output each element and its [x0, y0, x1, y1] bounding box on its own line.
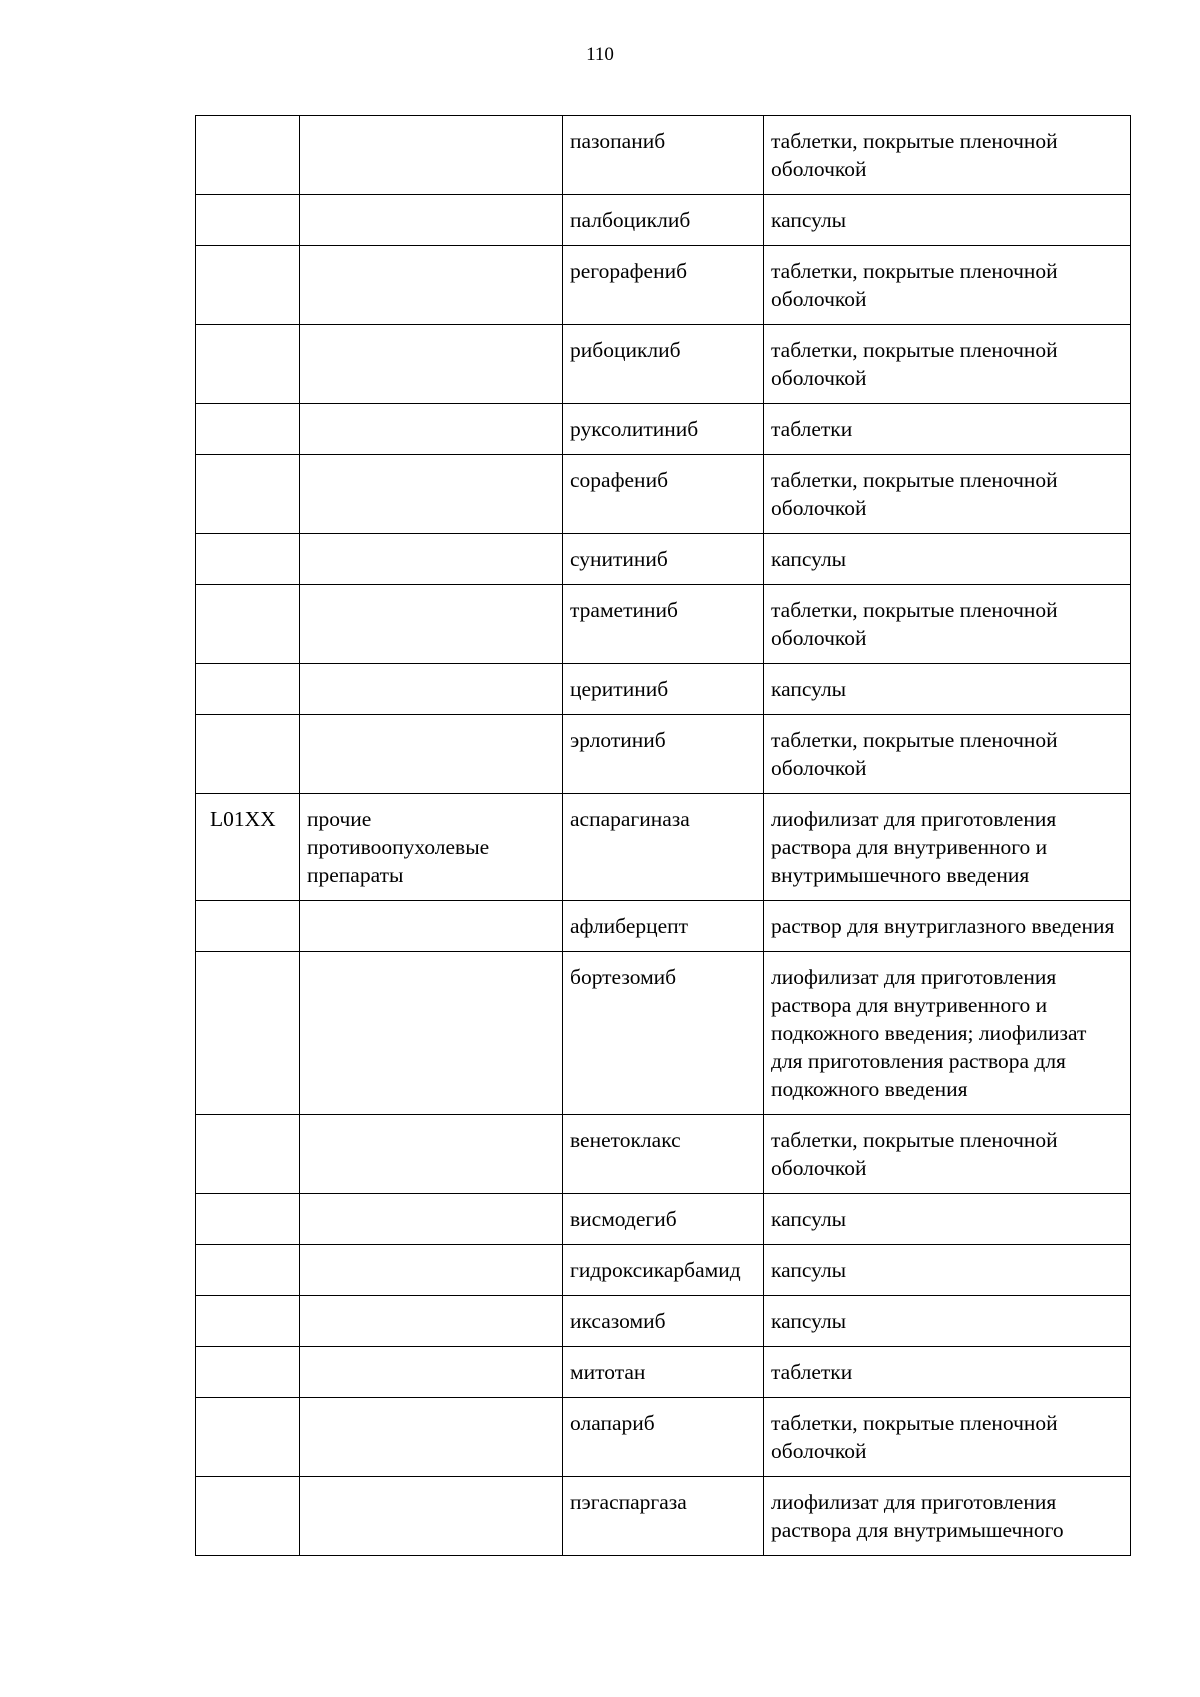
table-row — [196, 1398, 1131, 1477]
table-row — [196, 1296, 1131, 1347]
drug-name-cell: митотан — [563, 1347, 764, 1398]
atc-code-cell — [196, 952, 300, 1115]
drug-name-cell: эрлотиниб — [563, 715, 764, 794]
table-row — [196, 116, 1131, 195]
atc-code-cell — [196, 585, 300, 664]
dosage-form-cell: таблетки, покрытые пленочной оболочкой — [764, 246, 1131, 325]
table-row — [196, 1347, 1131, 1398]
table-row — [196, 534, 1131, 585]
atc-code-cell — [196, 195, 300, 246]
dosage-form-cell: капсулы — [764, 1245, 1131, 1296]
group-name-cell — [300, 952, 563, 1115]
page-number: 110 — [586, 44, 614, 65]
atc-code-cell — [196, 901, 300, 952]
table-row — [196, 1477, 1131, 1556]
table-row — [196, 1245, 1131, 1296]
drug-name-cell: палбоциклиб — [563, 195, 764, 246]
drug-name-cell: руксолитиниб — [563, 404, 764, 455]
table-row — [196, 404, 1131, 455]
atc-code-cell — [196, 455, 300, 534]
atc-code-cell — [196, 325, 300, 404]
table-row — [196, 794, 1131, 901]
drug-name-cell: гидроксикарбамид — [563, 1245, 764, 1296]
table-body — [196, 116, 1131, 1556]
drug-name-cell: регорафениб — [563, 246, 764, 325]
dosage-form-cell: таблетки, покрытые пленочной оболочкой — [764, 325, 1131, 404]
drug-name-cell: траметиниб — [563, 585, 764, 664]
drug-name-cell: аспарагиназа — [563, 794, 764, 901]
table-row — [196, 325, 1131, 404]
group-name-cell — [300, 901, 563, 952]
group-name-cell — [300, 1115, 563, 1194]
group-name-cell — [300, 534, 563, 585]
dosage-form-cell: лиофилизат для приготовления раствора для внутривенного и подкожного введения; лиофилизат для приготовления раствора для подкожного введения — [764, 952, 1131, 1115]
dosage-form-cell: таблетки, покрытые пленочной оболочкой — [764, 1115, 1131, 1194]
dosage-form-cell: таблетки — [764, 404, 1131, 455]
table-row — [196, 455, 1131, 534]
dosage-form-cell: капсулы — [764, 1296, 1131, 1347]
dosage-form-cell: таблетки — [764, 1347, 1131, 1398]
table-row — [196, 585, 1131, 664]
dosage-form-cell: лиофилизат для приготовления раствора для внутримышечного — [764, 1477, 1131, 1556]
group-name-cell — [300, 116, 563, 195]
atc-code-cell — [196, 404, 300, 455]
group-name-cell — [300, 195, 563, 246]
atc-code-cell — [196, 1115, 300, 1194]
group-name-cell — [300, 455, 563, 534]
drug-name-cell: сунитиниб — [563, 534, 764, 585]
atc-code-cell — [196, 1194, 300, 1245]
group-name-cell — [300, 404, 563, 455]
atc-code-cell — [196, 1245, 300, 1296]
dosage-form-cell: таблетки, покрытые пленочной оболочкой — [764, 585, 1131, 664]
group-name-cell — [300, 246, 563, 325]
group-name-cell — [300, 1245, 563, 1296]
atc-code-cell — [196, 1398, 300, 1477]
drug-name-cell: пазопаниб — [563, 116, 764, 195]
table-row — [196, 901, 1131, 952]
drug-table — [195, 115, 1131, 1556]
table-row — [196, 664, 1131, 715]
table-row — [196, 1194, 1131, 1245]
drug-name-cell: сорафениб — [563, 455, 764, 534]
dosage-form-cell: капсулы — [764, 534, 1131, 585]
dosage-form-cell: раствор для внутриглазного введения — [764, 901, 1131, 952]
dosage-form-cell: капсулы — [764, 1194, 1131, 1245]
table-row — [196, 195, 1131, 246]
atc-code-cell: L01XX — [196, 794, 300, 901]
drug-name-cell: олапариб — [563, 1398, 764, 1477]
atc-code-cell — [196, 664, 300, 715]
atc-code-cell — [196, 1477, 300, 1556]
dosage-form-cell: капсулы — [764, 195, 1131, 246]
group-name-cell — [300, 1398, 563, 1477]
atc-code-cell — [196, 715, 300, 794]
dosage-form-cell: лиофилизат для приготовления раствора для внутривенного и внутримышечного введения — [764, 794, 1131, 901]
dosage-form-cell: таблетки, покрытые пленочной оболочкой — [764, 116, 1131, 195]
table-row — [196, 952, 1131, 1115]
drug-name-cell: венетоклакс — [563, 1115, 764, 1194]
drug-name-cell: пэгаспаргаза — [563, 1477, 764, 1556]
drug-name-cell: висмодегиб — [563, 1194, 764, 1245]
group-name-cell — [300, 585, 563, 664]
dosage-form-cell: таблетки, покрытые пленочной оболочкой — [764, 1398, 1131, 1477]
dosage-form-cell: таблетки, покрытые пленочной оболочкой — [764, 715, 1131, 794]
drug-name-cell: иксазомиб — [563, 1296, 764, 1347]
drug-name-cell: афлиберцепт — [563, 901, 764, 952]
atc-code-cell — [196, 534, 300, 585]
table-row — [196, 715, 1131, 794]
atc-code-cell — [196, 116, 300, 195]
table-row — [196, 1115, 1131, 1194]
group-name-cell — [300, 1296, 563, 1347]
group-name-cell — [300, 1347, 563, 1398]
group-name-cell — [300, 1194, 563, 1245]
atc-code-cell — [196, 1347, 300, 1398]
group-name-cell — [300, 715, 563, 794]
table-row — [196, 246, 1131, 325]
group-name-cell — [300, 325, 563, 404]
drug-name-cell: рибоциклиб — [563, 325, 764, 404]
dosage-form-cell: капсулы — [764, 664, 1131, 715]
group-name-cell: прочие противоопухолевые препараты — [300, 794, 563, 901]
dosage-form-cell: таблетки, покрытые пленочной оболочкой — [764, 455, 1131, 534]
atc-code-cell — [196, 246, 300, 325]
atc-code-cell — [196, 1296, 300, 1347]
drug-name-cell: церитиниб — [563, 664, 764, 715]
group-name-cell — [300, 664, 563, 715]
drug-name-cell: бортезомиб — [563, 952, 764, 1115]
group-name-cell — [300, 1477, 563, 1556]
